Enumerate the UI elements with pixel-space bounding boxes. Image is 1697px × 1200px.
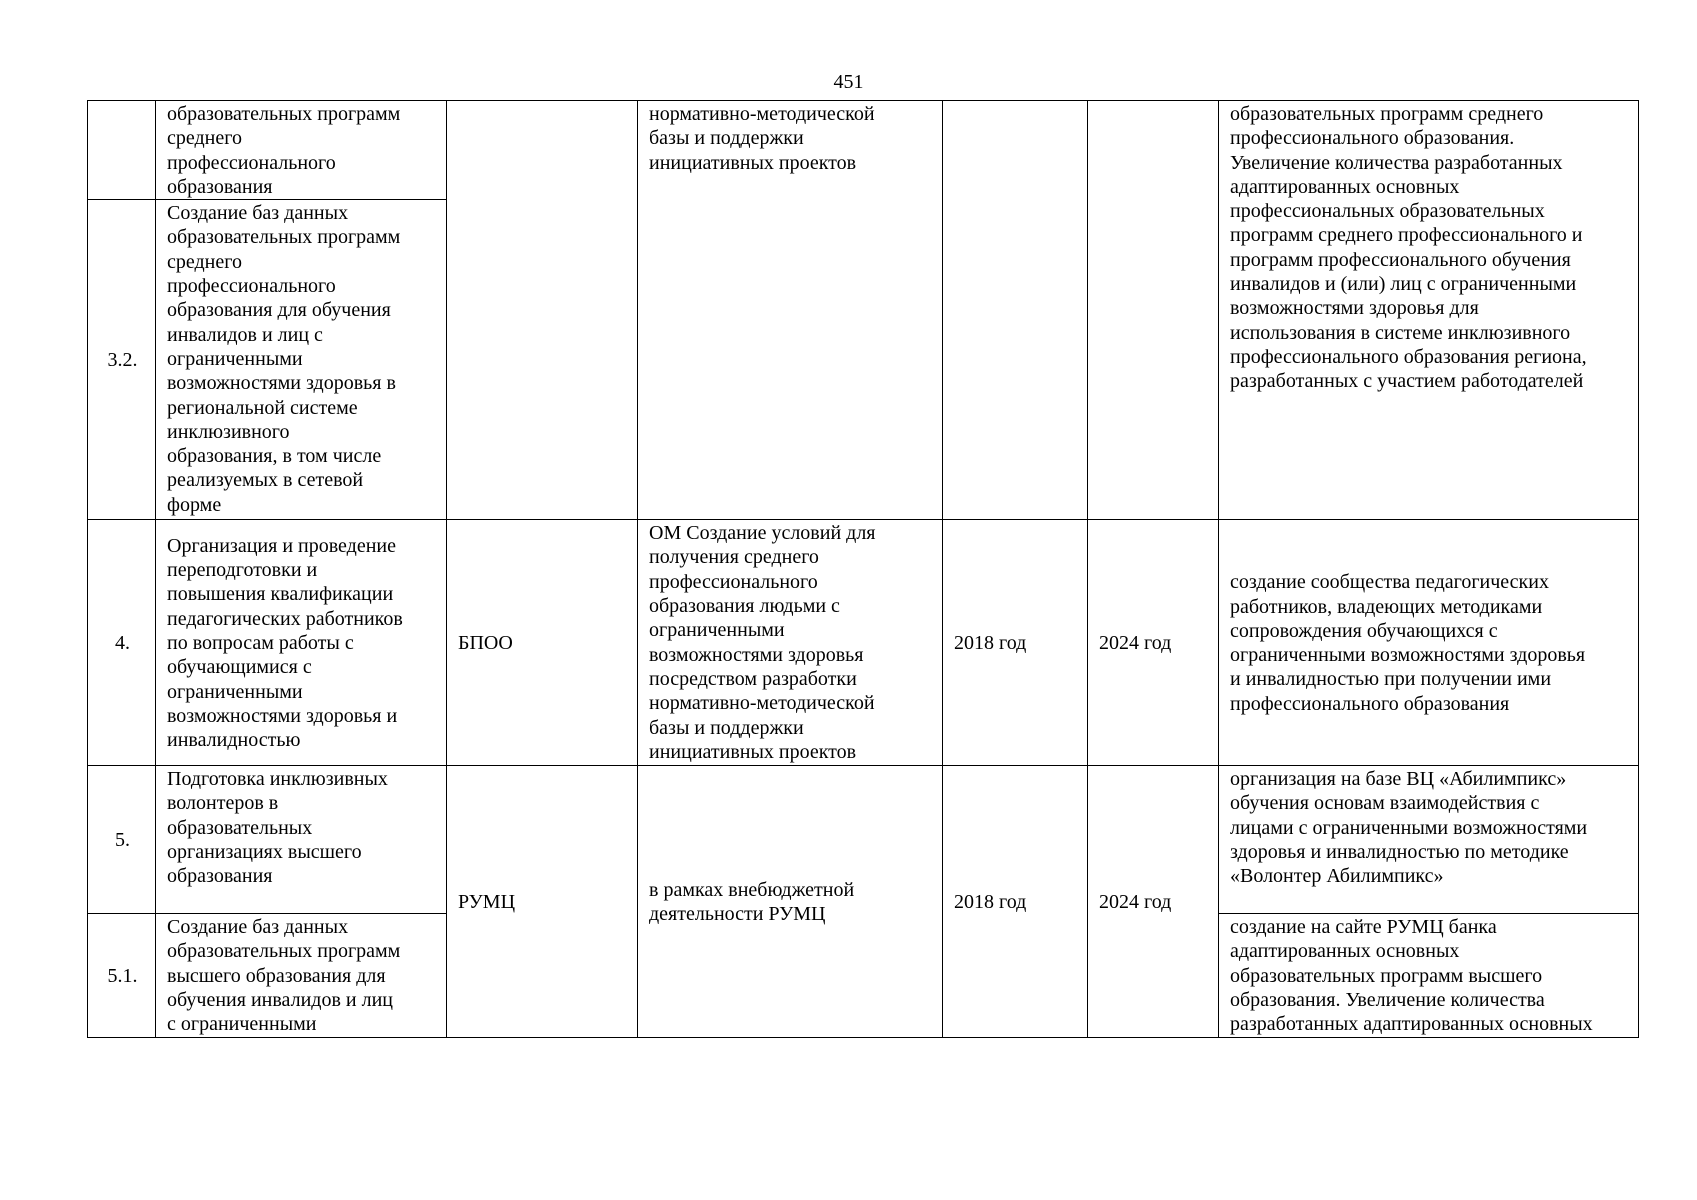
row-number-cell: 5.1. [88, 914, 156, 1037]
responsible-cell: БПОО [447, 520, 638, 766]
event-cell: Создание баз данных образовательных программ высшего образования для обучения инвалидов и лиц с ограниченными [156, 914, 447, 1037]
row-number-cell: 5. [88, 766, 156, 914]
funding-source-cell: нормативно-методической базы и поддержки инициативных проектов [638, 101, 943, 520]
funding-source-cell: ОМ Создание условий для получения среднего профессионального образования людьми с ограниченными возможностями здоровья посредством разработки нормативно-методической базы и поддержки инициативных проектов [638, 520, 943, 766]
result-cell: образовательных программ среднего профессионального образования. Увеличение количества разработанных адаптированных основных профессиональных образовательных программ среднего профессионального и программ профессионального обучения инвалидов и (или) лиц с ограниченными возможностями здоровья для использования в системе инклюзивного профессионального образования региона, разработанных с участием работодателей [1219, 101, 1639, 520]
start-date-cell: 2018 год [943, 520, 1088, 766]
responsible-cell [447, 101, 638, 520]
end-date-cell: 2024 год [1088, 520, 1219, 766]
result-cell: организация на базе ВЦ «Абилимпикс» обучения основам взаимодействия с лицами с ограниченными возможностями здоровья и инвалидностью по методике «Волонтер Абилимпикс» [1219, 766, 1639, 914]
funding-source-cell: в рамках внебюджетной деятельности РУМЦ [638, 766, 943, 1037]
event-cell: Создание баз данных образовательных программ среднего профессионального образования для обучения инвалидов и лиц с ограниченными возможностями здоровья в региональной системе инклюзивного образования, в том числе реализуемых в сетевой форме [156, 200, 447, 520]
table-row-4 [88, 520, 1639, 766]
event-cell: образовательных программ среднего профессионального образования [156, 101, 447, 200]
result-cell: создание сообщества педагогических работников, владеющих методиками сопровождения обучающихся с ограниченными возможностями здоровья и инвалидностью при получении ими профессионального образования [1219, 520, 1639, 766]
row-number-cell: 3.2. [88, 200, 156, 520]
event-cell: Подготовка инклюзивных волонтеров в образовательных организациях высшего образования [156, 766, 447, 914]
page-number: 451 [833, 71, 864, 93]
row-number-cell [88, 101, 156, 200]
start-date-cell: 2018 год [943, 766, 1088, 1037]
row-number-cell: 4. [88, 520, 156, 766]
end-date-cell [1088, 101, 1219, 520]
table-row-5 [88, 766, 1639, 914]
start-date-cell [943, 101, 1088, 520]
events-table [87, 100, 1639, 1038]
event-cell: Организация и проведение переподготовки и повышения квалификации педагогических работников по вопросам работы с обучающимися с ограниченными возможностями здоровья и инвалидностью [156, 520, 447, 766]
end-date-cell: 2024 год [1088, 766, 1219, 1037]
result-cell: создание на сайте РУМЦ банка адаптированных основных образовательных программ высшего образования. Увеличение количества разработанных адаптированных основных [1219, 914, 1639, 1037]
table-row-continuation [88, 101, 1639, 200]
responsible-cell: РУМЦ [447, 766, 638, 1037]
